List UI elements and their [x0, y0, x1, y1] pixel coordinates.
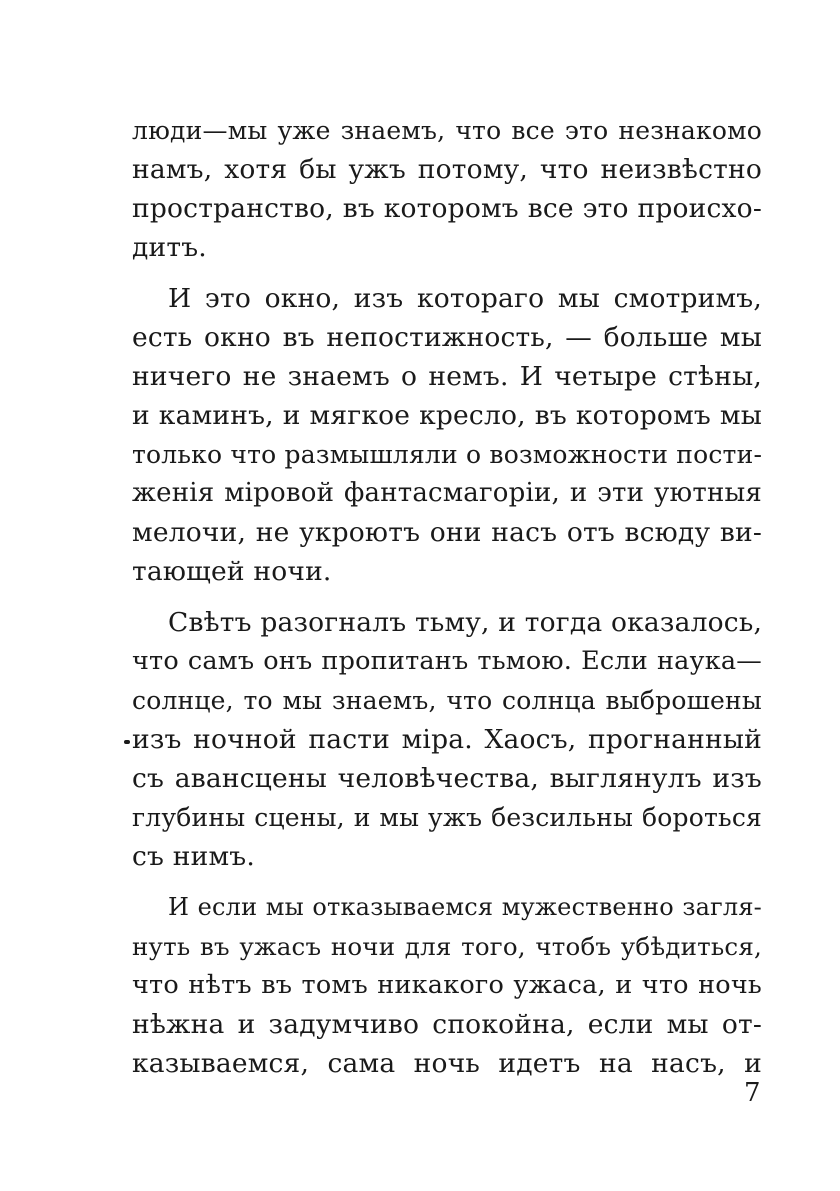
- text-line: казываемся, сама ночь идетъ на насъ, и: [132, 1048, 762, 1079]
- text-line: что самъ онъ пропитанъ тьмою. Если наука—: [132, 646, 762, 676]
- paragraph-1: [132, 111, 762, 267]
- page-number: 7: [744, 1078, 761, 1108]
- text-line: нѣжна и задумчиво спокойна, если мы от-: [132, 1009, 762, 1040]
- text-line: и каминъ, и мягкое кресло, въ которомъ мы: [132, 400, 762, 431]
- text-line: глубины сцены, и мы ужъ безсильны бороться: [132, 803, 762, 832]
- text-line: женія міровой фантасмагоріи, и эти уютныя: [132, 478, 762, 508]
- text-line: есть окно въ непостижность, — больше мы: [132, 322, 762, 353]
- paragraph-3: [132, 603, 762, 876]
- page-body: [132, 111, 762, 1095]
- text-line: И это окно, изъ котораго мы смотримъ,: [168, 283, 762, 314]
- text-line: изъ ночной пасти міра. Хаосъ, прогнанный: [132, 724, 762, 755]
- text-line: что нѣтъ въ томъ никакого ужаса, и что ночь: [132, 970, 762, 1000]
- text-line: солнце, то мы знаемъ, что солнца выброшены: [132, 686, 762, 715]
- text-line: Свѣтъ разогналъ тьму, и тогда оказалось,: [168, 607, 763, 638]
- ink-speck: [124, 740, 130, 744]
- text-line: люди—мы уже знаемъ, что все это незнакомо: [132, 116, 762, 145]
- text-line: съ авансцены человѣчества, выглянулъ изъ: [132, 763, 762, 794]
- text-line: намъ, хотя бы ужъ потому, что неизвѣстно: [132, 154, 762, 185]
- text-line: пространство, въ которомъ все это происхо-: [132, 193, 762, 224]
- text-line: ничего не знаемъ о немъ. И четыре стѣны,: [132, 361, 762, 392]
- text-line: только что размышляли о возможности пости-: [132, 440, 763, 469]
- text-line: И если мы отказываемся мужественно загля-: [168, 893, 762, 921]
- text-line: дитъ.: [132, 232, 207, 263]
- paragraph-4: [132, 888, 762, 1083]
- text-line: тающей ночи.: [132, 556, 332, 587]
- paragraph-2: [132, 279, 762, 591]
- text-line: мелочи, не укроютъ они насъ отъ всюду ви-: [132, 517, 762, 548]
- text-line: съ нимъ.: [132, 841, 255, 872]
- text-line: нуть въ ужасъ ночи для того, чтобъ убѣдиться,: [132, 932, 762, 961]
